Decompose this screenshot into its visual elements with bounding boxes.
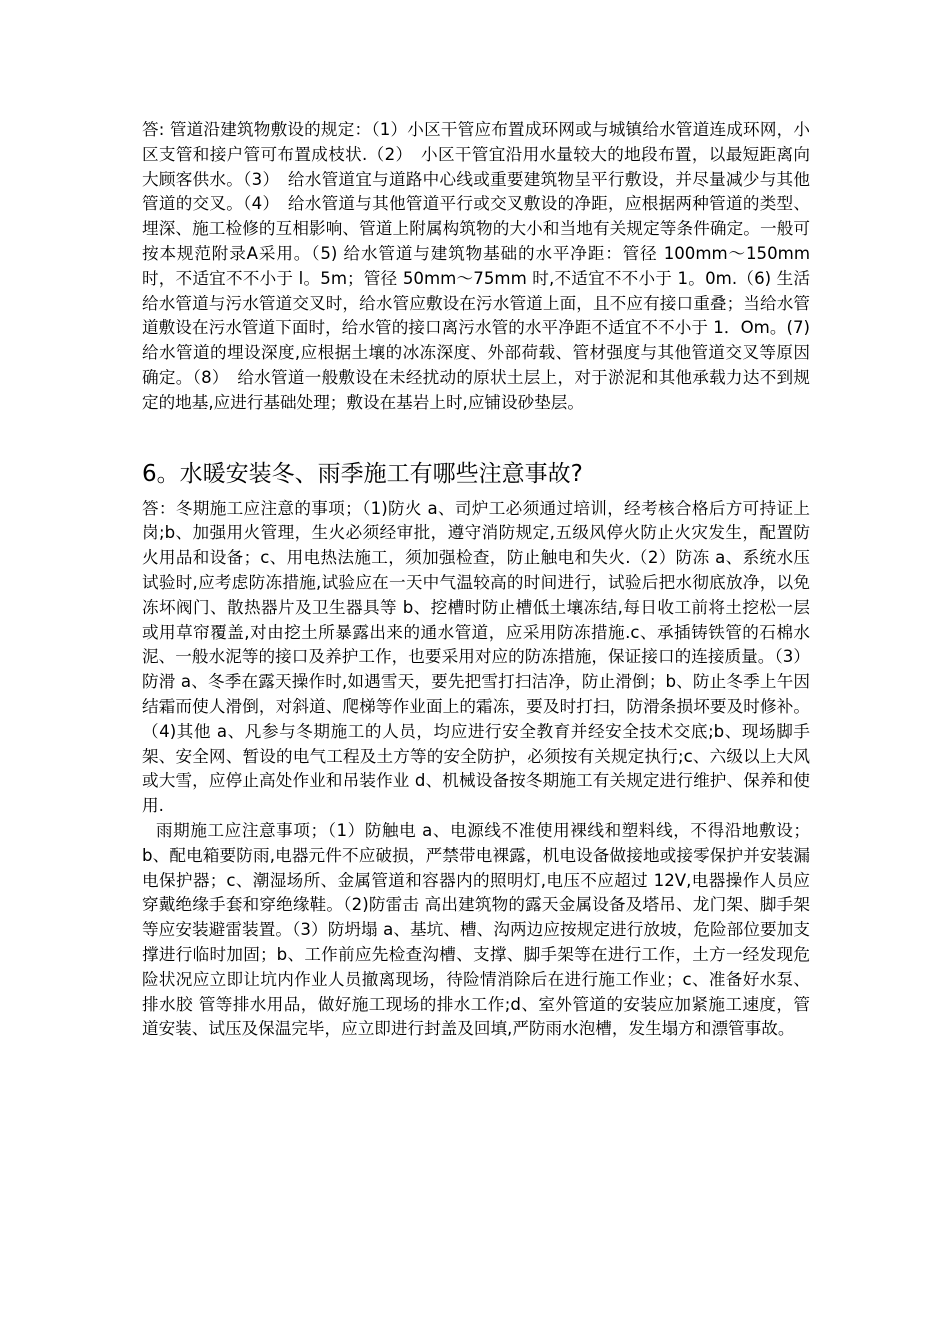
answer-rainy-season-construction: 雨期施工应注意事项；（1）防触电 a、电源线不准使用裸线和塑料线，不得沿地敷设；b、配电箱要防雨,电器元件不应破损，严禁带电裸露，机电设备做接地或接零保护并安装漏电保护器；c、潮湿场所、金属管道和容器内的照明灯,电压不应超过 12V,电器操作人员应穿戴绝缘手套和穿绝缘鞋。（2)防雷击 高出建筑物的露天金属设备及塔吊、龙门架、脚手架等应安装避雷装置。（3）防坍塌 a、基坑、槽、沟两边应按规定进行放坡，危险部位要加支撑进行临时加固；b、工作前应先检查沟槽、支撑、脚手架等在进行工作，土方一经发现危险状况应立即让坑内作业人员撤离现场，待险情消除后在进行施工作业；c、准备好水泵、排水胶 管等排水用品，做好施工现场的排水工作;d、室外管道的安装应加紧施工速度，管道安装、试压及保温完毕，应立即进行封盖及回填,严防雨水泡槽，发生塌方和漂管事故。 — [142, 820, 810, 1039]
answer-winter-construction: 答：冬期施工应注意的事项；（1)防火 a、司炉工必须通过培训，经考核合格后方可持证上岗;b、加强用火管理，生火必须经审批，遵守消防规定,五级风停火防止火灾发生，配置防火用品和设备；c、用电热法施工，须加强检查，防止触电和失火.（2）防冻 a、系统水压试验时,应考虑防冻措施,试验应在一天中气温较高的时间进行，试验后把水彻底放净，以免冻坏阀门、散热器片及卫生器具等 b、挖槽时防止槽低土壤冻结,每日收工前将土挖松一层或用草帘覆盖,对由挖土所暴露出来的通水管道，应采用防冻措施.c、承插铸铁管的石棉水泥、一般水泥等的接口及养护工作，也要采用对应的防冻措施，保证接口的连接质量。（3）防滑 a、冬季在露天操作时,如遇雪天，要先把雪打扫洁净，防止滑倒；b、防止冬季上午因结霜而使人滑倒，对斜道、爬梯等作业面上的霜冻，要及时打扫，防滑条损坏要及时修补。（4)其他 a、凡参与冬期施工的人员，均应进行安全教育并经安全技术交底;b、现场脚手架、安全网、暂设的电气工程及土方等的安全防护，必须按有关规定执行;c、六级以上大风或大雪，应停止高处作业和吊装作业 d、机械设备按冬期施工有关规定进行维护、保养和使用. — [142, 498, 810, 816]
document-page — [142, 118, 810, 1042]
question-6-heading: 6。水暖安装冬、雨季施工有哪些注意事故? — [142, 460, 583, 487]
answer-pipe-laying-rules: 答: 管道沿建筑物敷设的规定：（1）小区干管应布置成环网或与城镇给水管道连成环网，小区支管和接户管可布置成枝状.（2） 小区干管宜沿用水量较大的地段布置，以最短距离向大顾客供水。（3） 给水管道宜与道路中心线或重要建筑物呈平行敷设，并尽量减少与其他管道的交叉。（4） 给水管道与其他管道平行或交叉敷设的净距，应根据两种管道的类型、埋深、施工检修的互相影响、管道上附属构筑物的大小和当地有关规定等条件确定。一般可按本规范附录A采用。（5) 给水管道与建筑物基础的水平净距：管径 100mm～150mm时，不适宜不不小于 l。5m；管径 50mm～75mm 时,不适宜不不小于 1。0m.（6) 生活给水管道与污水管道交叉时，给水管应敷设在污水管道上面，且不应有接口重叠；当给水管道敷设在污水管道下面时，给水管的接口离污水管的水平净距不适宜不不小于 1．Om。(7) 给水管道的埋设深度,应根据土壤的冰冻深度、外部荷载、管材强度与其他管道交叉等原因确定。（8） 给水管道一般敷设在未经扰动的原状土层上，对于淤泥和其他承载力达不到规定的地基,应进行基础处理；敷设在基岩上时,应铺设砂垫层。 — [142, 120, 810, 412]
